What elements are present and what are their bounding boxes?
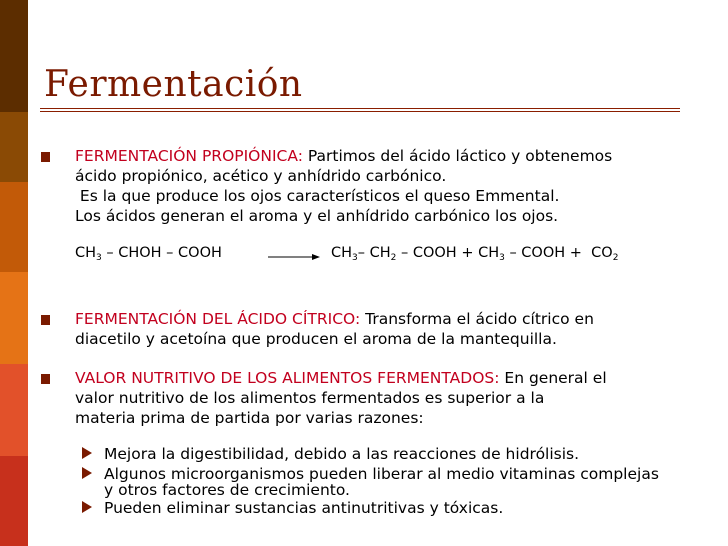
section-line: materia prima de partida por varias razones: — [75, 409, 424, 427]
equation-reactant — [75, 245, 222, 263]
eq-text: – CHOH – COOH — [101, 245, 222, 261]
section-propionica — [75, 146, 612, 226]
reaction-arrow-icon — [268, 253, 320, 261]
bullet-square-icon — [41, 374, 50, 384]
sub-item-continuation: y otros factores de crecimiento. — [104, 481, 350, 499]
triangle-bullet-icon — [82, 447, 92, 459]
section-line: Los ácidos generan el aroma y el anhídrido carbónico los ojos. — [75, 207, 559, 225]
sub-item: Algunos microorganismos pueden liberar al medio vitaminas complejas — [104, 465, 659, 483]
triangle-bullet-icon — [82, 467, 92, 479]
section-text: Transforma el ácido cítrico en — [360, 310, 594, 328]
slide-title: Fermentación — [44, 64, 303, 105]
section-line: Es la que produce los ojos característicos el queso Emmental. — [75, 187, 560, 205]
section-text: Partimos del ácido láctico y obtenemos — [302, 147, 613, 165]
left-band-segment-5 — [0, 364, 28, 456]
left-band-segment-3 — [0, 182, 28, 272]
eq-text: – CH — [357, 245, 391, 261]
section-citrico — [75, 309, 594, 349]
equation-products — [331, 245, 618, 263]
section-text: En general el — [499, 369, 607, 387]
eq-sub: 2 — [390, 253, 397, 263]
section-first-line — [75, 368, 607, 388]
eq-text: CH — [331, 245, 353, 261]
section-heading: FERMENTACIÓN DEL ÁCIDO CÍTRICO: — [75, 310, 361, 328]
eq-text: – COOH + CH — [396, 245, 500, 261]
left-band-segment-2 — [0, 112, 28, 182]
eq-text: CH — [75, 245, 97, 261]
eq-sub: 3 — [352, 253, 358, 263]
sub-item: Mejora la digestibilidad, debido a las reacciones de hidrólisis. — [104, 445, 580, 463]
section-valor-nutritivo — [75, 368, 607, 428]
eq-text: – COOH + CO — [504, 245, 613, 261]
left-band-segment-4 — [0, 272, 28, 364]
bullet-square-icon — [41, 152, 50, 162]
section-heading: VALOR NUTRITIVO DE LOS ALIMENTOS FERMENTADOS: — [75, 369, 500, 387]
title-underline — [40, 108, 680, 112]
section-heading: FERMENTACIÓN PROPIÓNICA: — [75, 147, 303, 165]
bullet-square-icon — [41, 315, 50, 325]
eq-sub: 2 — [612, 253, 619, 263]
section-line: diacetilo y acetoína que producen el aroma de la mantequilla. — [75, 330, 557, 348]
section-first-line — [75, 309, 594, 329]
triangle-bullet-icon — [82, 501, 92, 513]
eq-sub: 3 — [499, 253, 505, 263]
section-line: ácido propiónico, acético y anhídrido carbónico. — [75, 167, 447, 185]
left-band-segment-1 — [0, 0, 28, 112]
section-line: valor nutritivo de los alimentos fermentados es superior a la — [75, 389, 545, 407]
left-band-segment-6 — [0, 456, 28, 546]
section-first-line — [75, 146, 612, 166]
sub-item: Pueden eliminar sustancias antinutritivas y tóxicas. — [104, 499, 504, 517]
eq-sub: 3 — [96, 253, 102, 263]
